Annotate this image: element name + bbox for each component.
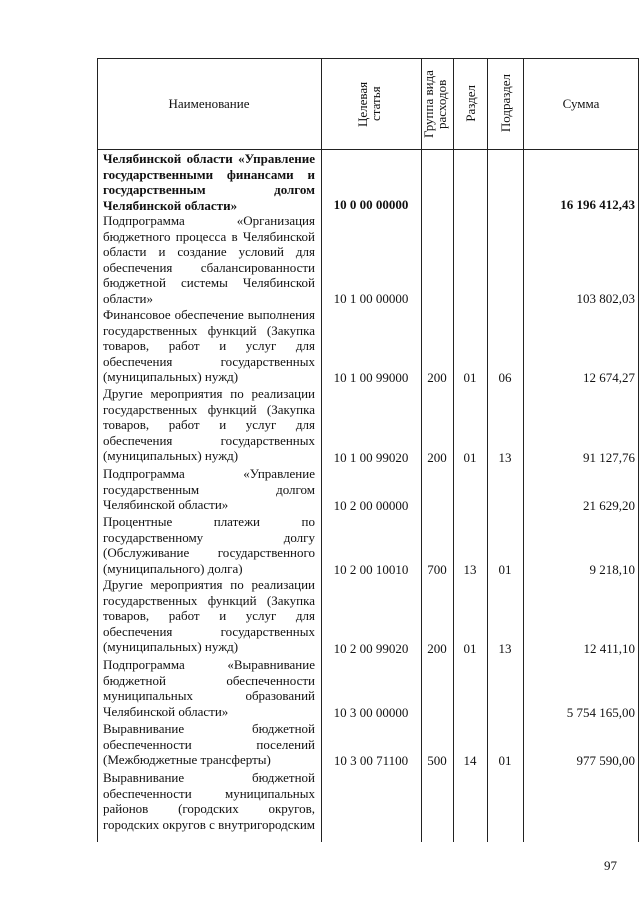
row-section: 01 — [463, 370, 477, 385]
row-target-code: 10 1 00 99000 — [333, 370, 409, 385]
row-name: Другие мероприятия по реализации государственных функций (Закупка товаров, работ и услуг для обеспечения государственных (муниципальных) нужд) — [103, 577, 315, 654]
row-target-code: 10 1 00 99020 — [333, 450, 409, 465]
row-sum: 12 674,27 — [583, 370, 635, 385]
table-right-border — [638, 58, 639, 842]
row-sum: 977 590,00 — [576, 753, 635, 768]
row-section: 01 — [463, 450, 477, 465]
header-subsection-label: Подраздел — [497, 74, 513, 133]
row-subsection: 13 — [498, 450, 512, 465]
header-name: Наименование — [168, 95, 250, 111]
row-section: 13 — [463, 562, 477, 577]
row-sum: 16 196 412,43 — [560, 197, 635, 212]
row-subsection: 01 — [498, 753, 512, 768]
row-name: Финансовое обеспечение выполнения государственных функций (Закупка товаров, работ и услуг для обеспечения государственных (муниципальных) нужд) — [103, 307, 315, 384]
row-name: Челябинской области «Управление государственными финансами и государственным долгом Челябинской области» — [103, 151, 315, 213]
page-number: 97 — [604, 858, 617, 873]
header-subsection — [487, 58, 523, 149]
row-sum: 103 802,03 — [576, 291, 635, 306]
row-group: 200 — [427, 370, 447, 385]
header-bottom-border — [97, 149, 639, 150]
row-target-code: 10 3 00 00000 — [333, 705, 409, 720]
row-name: Выравнивание бюджетной обеспеченности поселений (Межбюджетные трансферты) — [103, 721, 315, 767]
row-subsection: 13 — [498, 641, 512, 656]
row-sum: 9 218,10 — [589, 562, 635, 577]
row-target-code: 10 2 00 00000 — [333, 498, 409, 513]
header-section-label: Раздел — [462, 85, 478, 122]
row-group: 700 — [427, 562, 447, 577]
row-sum: 91 127,76 — [583, 450, 635, 465]
row-target-code: 10 2 00 99020 — [333, 641, 409, 656]
header-group — [421, 58, 453, 149]
table-left-border — [97, 58, 98, 842]
header-sum: Сумма — [562, 95, 600, 111]
row-section: 14 — [463, 753, 477, 768]
row-name: Подпрограмма «Выравнивание бюджетной обеспеченности муниципальных образований Челябинской области» — [103, 657, 315, 719]
header-target-label: Целевая статья — [355, 80, 383, 127]
header-section — [453, 58, 487, 149]
row-subsection: 01 — [498, 562, 512, 577]
row-group: 200 — [427, 450, 447, 465]
row-group: 200 — [427, 641, 447, 656]
row-name: Процентные платежи по государственному долгу (Обслуживание государственного (муниципального) долга) — [103, 514, 315, 576]
row-target-code: 10 3 00 71100 — [333, 753, 409, 768]
header-target — [321, 58, 421, 149]
row-name: Подпрограмма «Управление государственным долгом Челябинской области» — [103, 466, 315, 512]
row-sum: 12 411,10 — [583, 641, 635, 656]
row-target-code: 10 2 00 10010 — [333, 562, 409, 577]
row-sum: 21 629,20 — [583, 498, 635, 513]
budget-table — [97, 58, 639, 842]
row-sum: 5 754 165,00 — [566, 705, 635, 720]
row-section: 01 — [463, 641, 477, 656]
row-name: Подпрограмма «Организация бюджетного процесса в Челябинской области и создание условий для обеспечения сбалансированности бюджетной системы Челябинской области» — [103, 213, 315, 306]
row-target-code: 10 1 00 00000 — [333, 291, 409, 306]
header-group-label: Группа вида расходов — [421, 69, 449, 138]
row-target-code: 10 0 00 00000 — [333, 197, 409, 212]
row-name: Другие мероприятия по реализации государственных функций (Закупка товаров, работ и услуг для обеспечения государственных (муниципальных) нужд) — [103, 386, 315, 463]
row-subsection: 06 — [498, 370, 512, 385]
row-group: 500 — [427, 753, 447, 768]
row-name: Выравнивание бюджетной обеспеченности муниципальных районов (городских округов, городских округов с внутригородским — [103, 770, 316, 832]
